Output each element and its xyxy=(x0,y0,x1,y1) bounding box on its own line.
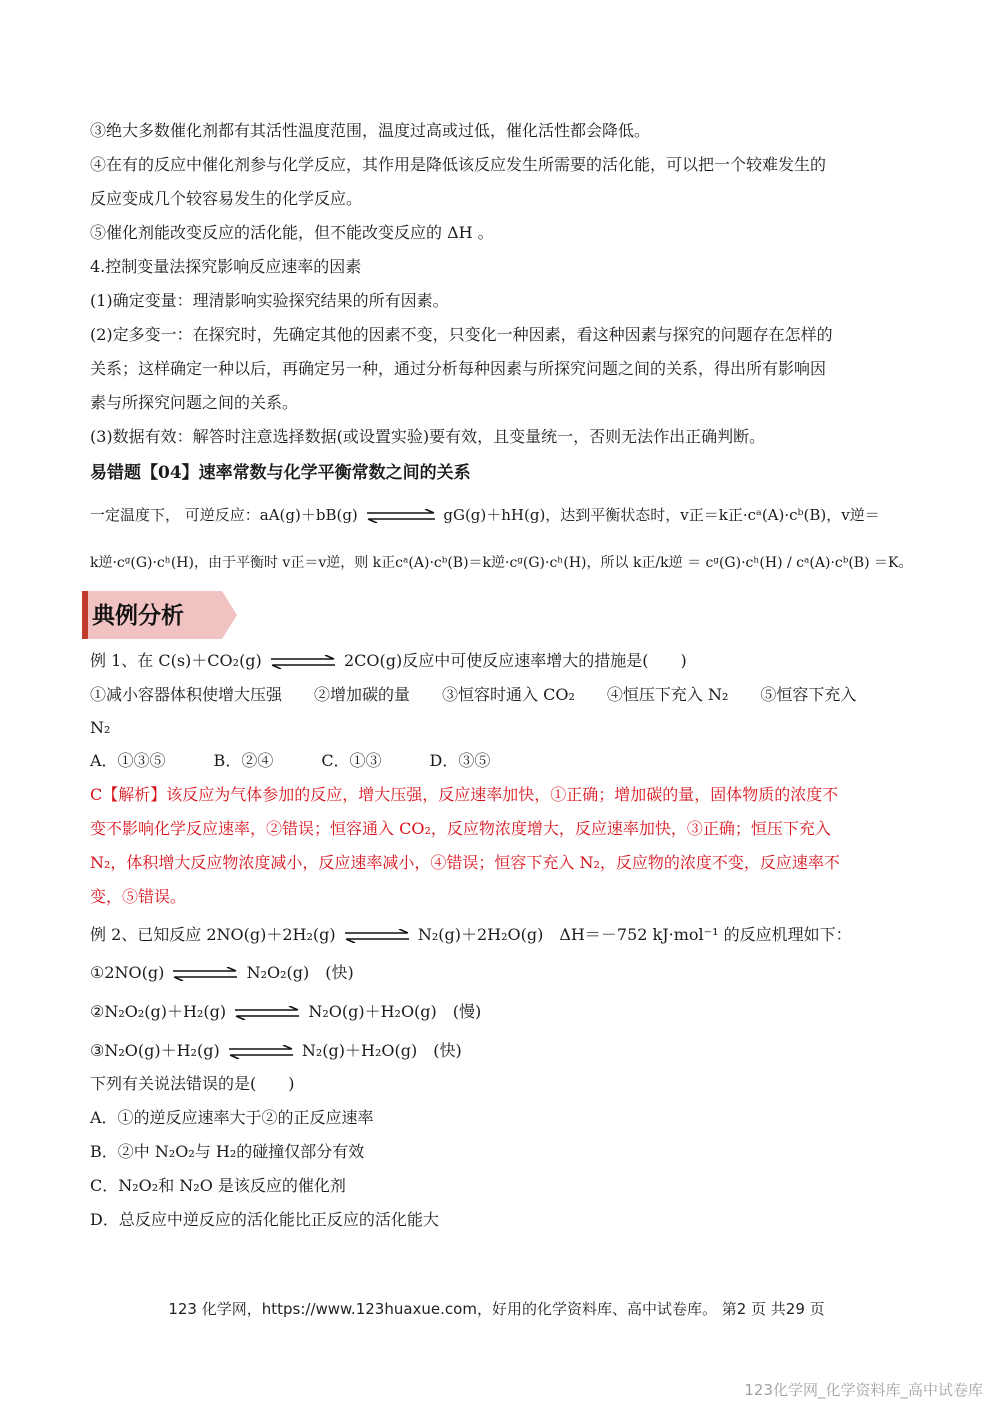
example-options: N₂ xyxy=(90,718,111,737)
example-question xyxy=(90,924,905,946)
equation-line: k逆·cᵍ(G)·cʰ(H)，由于平衡时 v正＝v逆，则 k正cᵃ(A)·cᵇ(B)＝k逆·cᵍ(G)·cʰ(H)，所以 k正/k逆 ＝ cᵍ(G)·cʰ(H) / cᵃ(A)·cᵇ(B) ＝K。 xyxy=(90,555,913,571)
equilibrium-arrow-icon xyxy=(365,509,437,523)
question-text: 例 1、在 C(s)＋CO₂(g) xyxy=(90,651,262,670)
option-d: D．总反应中逆反应的活化能比正反应的活化能大 xyxy=(90,1210,439,1229)
question-stem: 下列有关说法错误的是( ) xyxy=(90,1074,295,1093)
text-line: 关系；这样确定一种以后，再确定另一种，通过分析每种因素与所探究问题之间的关系，得出所有影响因 xyxy=(90,359,827,378)
text-line: 4.控制变量法探究影响反应速率的因素 xyxy=(90,257,362,276)
option-c: C．N₂O₂和 N₂O 是该反应的催化剂 xyxy=(90,1176,346,1195)
text-line: 素与所探究问题之间的关系。 xyxy=(90,393,299,412)
text-line: ⑤催化剂能改变反应的活化能，但不能改变反应的 ΔH 。 xyxy=(90,223,494,242)
equilibrium-arrow-icon xyxy=(233,1006,301,1020)
question-text: 例 2、已知反应 2NO(g)＋2H₂(g) xyxy=(90,925,336,944)
step-text: ③N₂O(g)＋H₂(g) xyxy=(90,1041,220,1060)
answer-analysis: 变不影响化学反应速率，②错误；恒容通入 CO₂，反应物浓度增大，反应速率加快，③正确；恒压下充入 xyxy=(90,819,831,838)
step-text: N₂(g)＋H₂O(g) (快) xyxy=(301,1041,462,1060)
answer-analysis: 变，⑤错误。 xyxy=(90,887,187,906)
question-text: N₂(g)＋2H₂O(g) ΔH＝－752 kJ·mol⁻¹ 的反应机理如下： xyxy=(417,925,852,944)
equilibrium-arrow-icon xyxy=(269,655,337,669)
text-line: (1)确定变量：理清影响实验探究结果的所有因素。 xyxy=(90,291,449,310)
section-banner xyxy=(82,591,237,639)
step-text: ①2NO(g) xyxy=(90,963,165,982)
text-line: ③绝大多数催化剂都有其活性温度范围，温度过高或过低，催化活性都会降低。 xyxy=(90,121,651,140)
answer-analysis: N₂，体积增大反应物浓度减小，反应速率减小，④错误；恒容下充入 N₂，反应物的浓度不变，反应速率不 xyxy=(90,853,840,872)
equilibrium-arrow-icon xyxy=(343,929,411,943)
equilibrium-arrow-icon xyxy=(171,967,239,981)
example-choices: A．①③⑤ B．②④ C．①③ D．③⑤ xyxy=(90,751,491,770)
option-a: A．①的逆反应速率大于②的正反应速率 xyxy=(90,1108,374,1127)
text-line: (2)定多变一：在探究时，先确定其他的因素不变，只变化一种因素，看这种因素与探究的问题存在怎样的 xyxy=(90,325,833,344)
mechanism-step xyxy=(90,1001,905,1023)
question-text: 2CO(g)反应中可使反应速率增大的措施是( ) xyxy=(343,651,687,670)
answer-analysis: C【解析】该反应为气体参加的反应，增大压强，反应速率加快，①正确；增加碳的量，固体物质的浓度不 xyxy=(90,785,839,804)
mechanism-step xyxy=(90,1040,905,1062)
banner-title: 典例分析 xyxy=(92,603,184,629)
text-line: (3)数据有效：解答时注意选择数据(或设置实验)要有效，且变量统一，否则无法作出正确判断。 xyxy=(90,427,766,446)
mechanism-step xyxy=(90,962,905,984)
equation-text: 一定温度下， 可逆反应：aA(g)＋bB(g) xyxy=(90,506,358,524)
text-line: 反应变成几个较容易发生的化学反应。 xyxy=(90,189,363,208)
equilibrium-arrow-icon xyxy=(227,1045,295,1059)
text-line: ④在有的反应中催化剂参与化学反应，其作用是降低该反应发生所需要的活化能，可以把一个较难发生的 xyxy=(90,155,827,174)
watermark: 123化学网_化学资料库_高中试卷库 xyxy=(744,1381,983,1399)
example-options: ①减小容器体积使增大压强 ②增加碳的量 ③恒容时通入 CO₂ ④恒压下充入 N₂ ⑤恒容下充入 xyxy=(90,685,857,704)
option-b: B．②中 N₂O₂与 H₂的碰撞仅部分有效 xyxy=(90,1142,365,1161)
section-heading: 易错题【04】速率常数与化学平衡常数之间的关系 xyxy=(90,463,471,483)
page-footer: 123 化学网，https://www.123huaxue.com，好用的化学资料库、高中试卷库。 第2 页 共29 页 xyxy=(168,1300,825,1318)
equation-line xyxy=(90,504,905,526)
step-text: N₂O₂(g) (快) xyxy=(246,963,354,982)
equation-text: gG(g)＋hH(g)，达到平衡状态时，v正＝k正·cᵃ(A)·cᵇ(B)，v逆＝ xyxy=(443,506,880,524)
example-question xyxy=(90,650,905,672)
step-text: ②N₂O₂(g)＋H₂(g) xyxy=(90,1002,227,1021)
step-text: N₂O(g)＋H₂O(g) (慢) xyxy=(308,1002,482,1021)
